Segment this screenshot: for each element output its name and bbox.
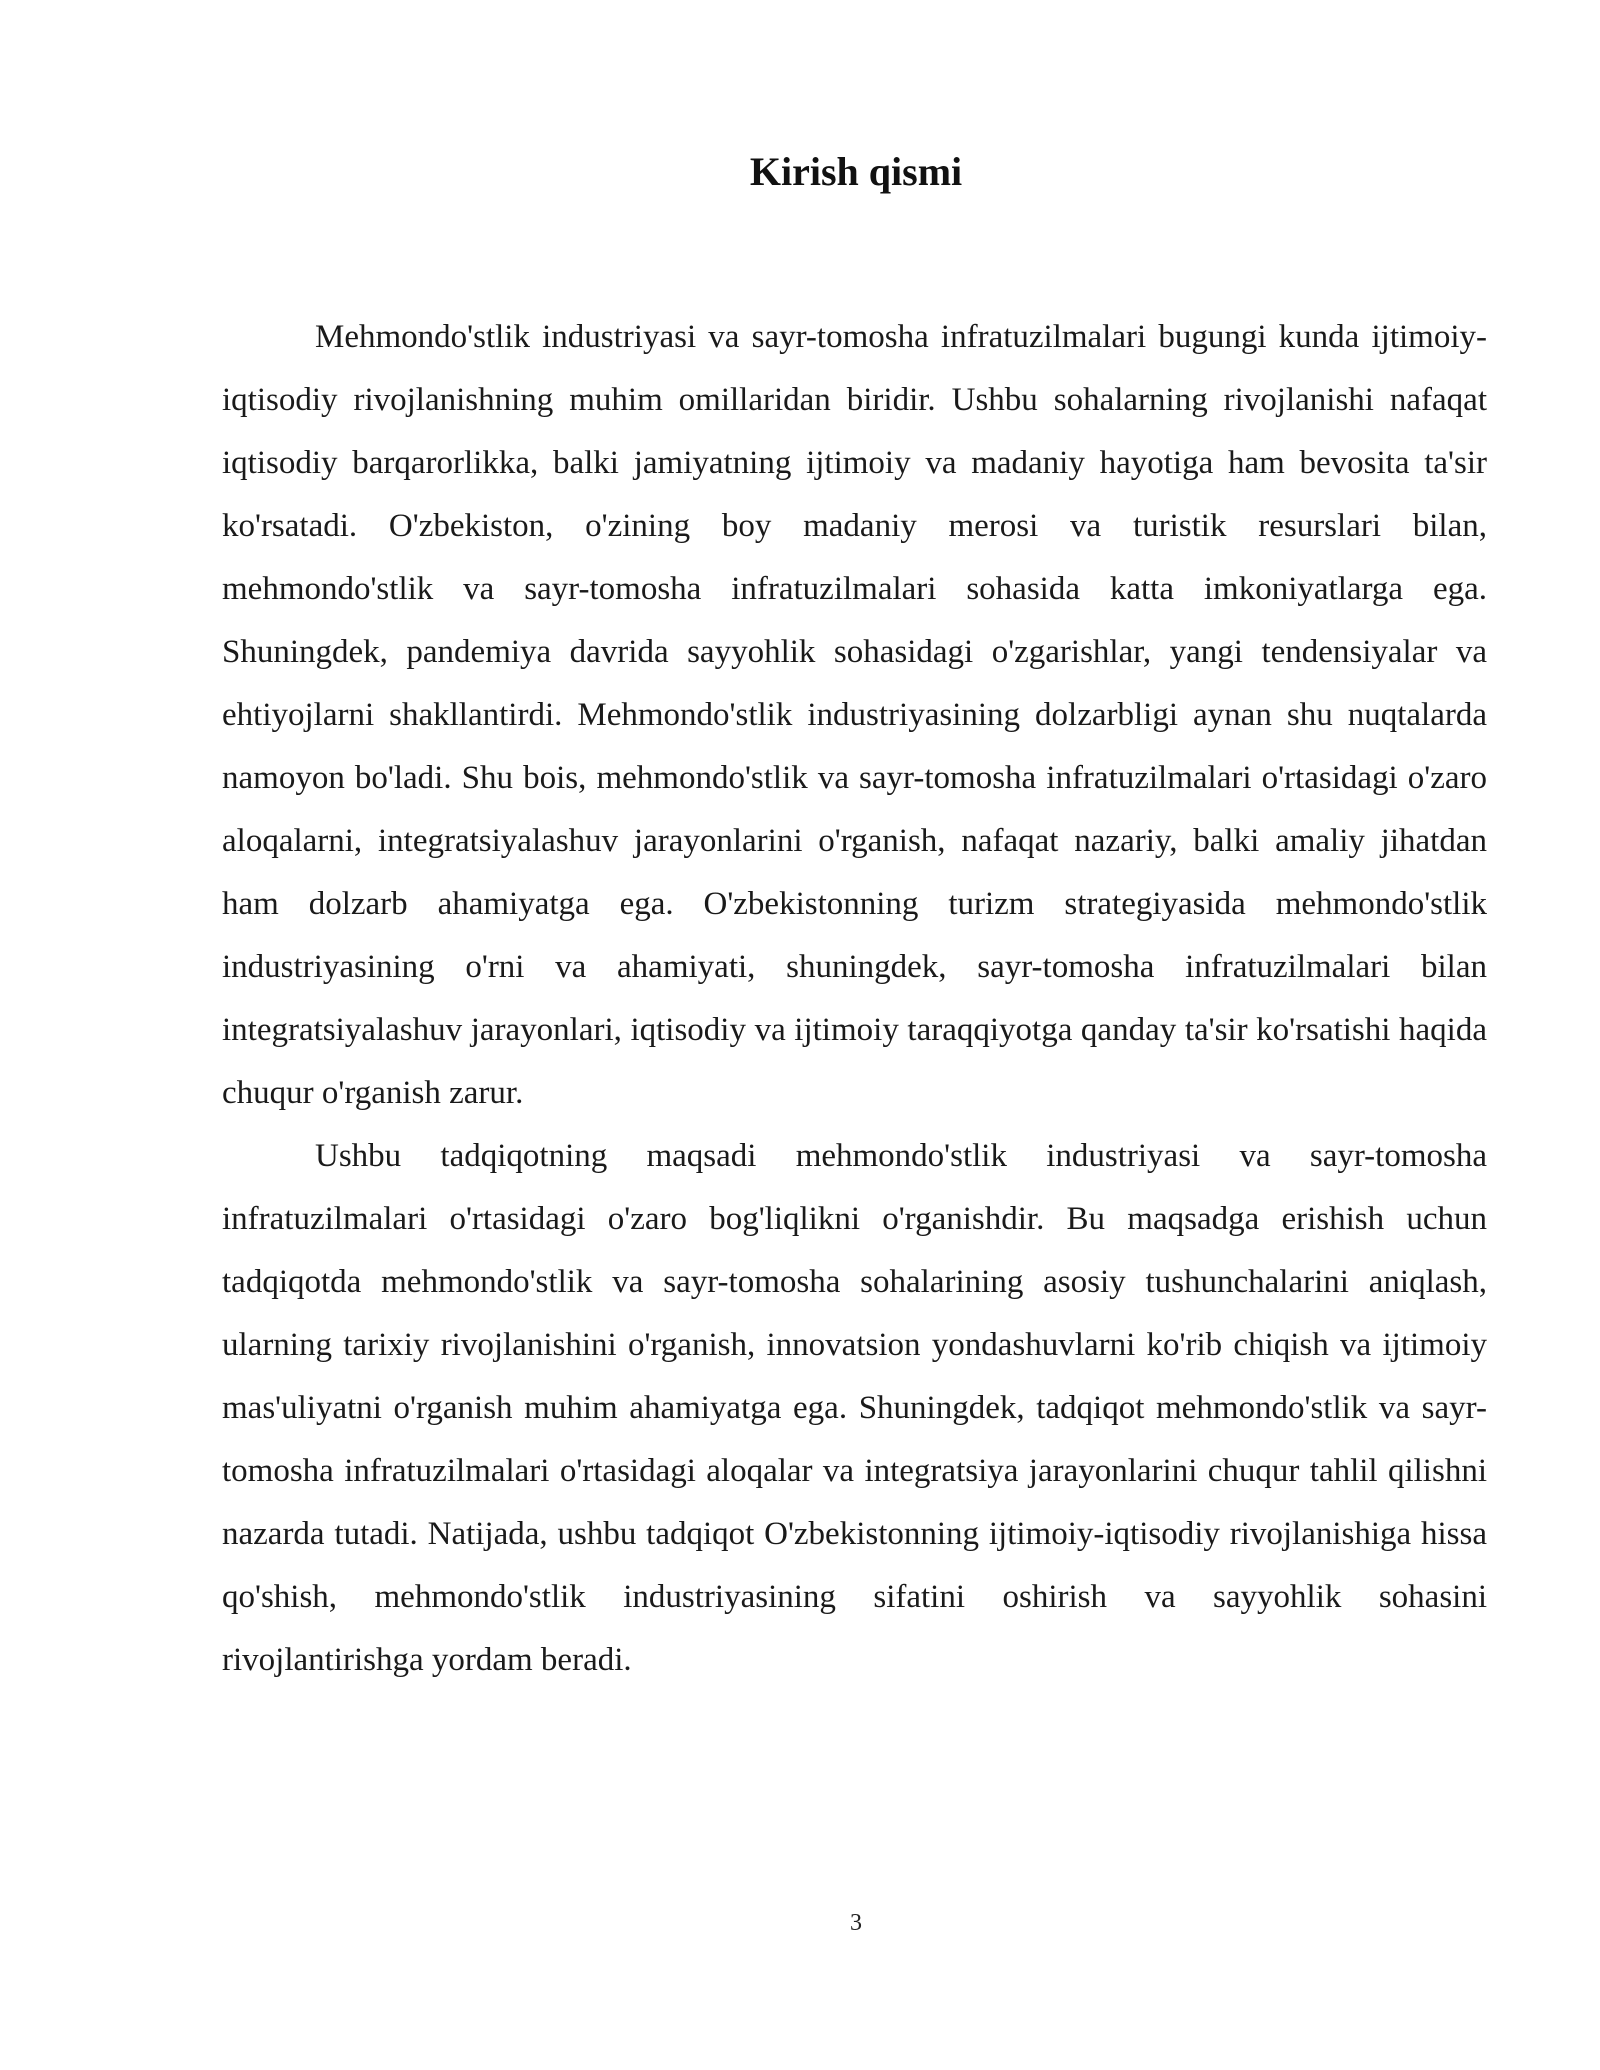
section-title: Kirish qismi [749,149,963,194]
paragraph-goal: Ushbu tadqiqotning maqsadi mehmondo'stlik industriyasi va sayr-tomosha infratuzilmalari o'rtasidagi o'zaro bog'liqlikni o'rganishdir. Bu maqsadga erishish uchun tadqiqotda mehmondo'stlik va sayr-tomosha sohalarining asosiy tushunchalarini aniqlash, ularning tarixiy rivojlanishini o'rganish, innovatsion yondashuvlarni ko'rib chiqish va ijtimoiy mas'uliyatni o'rganish muhim ahamiyatga ega. Shuningdek, tadqiqot mehmondo'stlik va sayr-tomosha infratuzilmalari o'rtasidagi aloqalar va integratsiya jarayonlarini chuqur tahlil qilishni nazarda tutadi. Natijada, ushbu tadqiqot O'zbekistonning ijtimoiy-iqtisodiy rivojlanishiga hissa qo'shish, mehmondo'stlik industriyasining sifatini oshirish va sayyohlik sohasini rivojlantirishga yordam beradi. [222,1138,1487,1678]
paragraph-intro: Mehmondo'stlik industriyasi va sayr-tomosha infratuzilmalari bugungi kunda ijtimoiy-iqtisodiy rivojlanishning muhim omillaridan biridir. Ushbu sohalarning rivojlanishi nafaqat iqtisodiy barqarorlikka, balki jamiyatning ijtimoiy va madaniy hayotiga ham bevosita ta'sir ko'rsatadi. O'zbekiston, o'zining boy madaniy merosi va turistik resurslari bilan, mehmondo'stlik va sayr-tomosha infratuzilmalari sohasida katta imkoniyatlarga ega. Shuningdek, pandemiya davrida sayyohlik sohasidagi o'zgarishlar, yangi tendensiyalar va ehtiyojlarni shakllantirdi. Mehmondo'stlik industriyasining dolzarbligi aynan shu nuqtalarda namoyon bo'ladi. Shu bois, mehmondo'stlik va sayr-tomosha infratuzilmalari o'rtasidagi o'zaro aloqalarni, integratsiyalashuv jarayonlarini o'rganish, nafaqat nazariy, balki amaliy jihatdan ham dolzarb ahamiyatga ega. O'zbekistonning turizm strategiyasida mehmondo'stlik industriyasining o'rni va ahamiyati, shuningdek, sayr-tomosha infratuzilmalari bilan integratsiyalashuv jarayonlari, iqtisodiy va ijtimoiy taraqqiyotga qanday ta'sir ko'rsatishi haqida chuqur o'rganish zarur. [222,319,1487,1111]
page-number: 3 [850,1910,862,1936]
body-text [222,306,1487,1692]
